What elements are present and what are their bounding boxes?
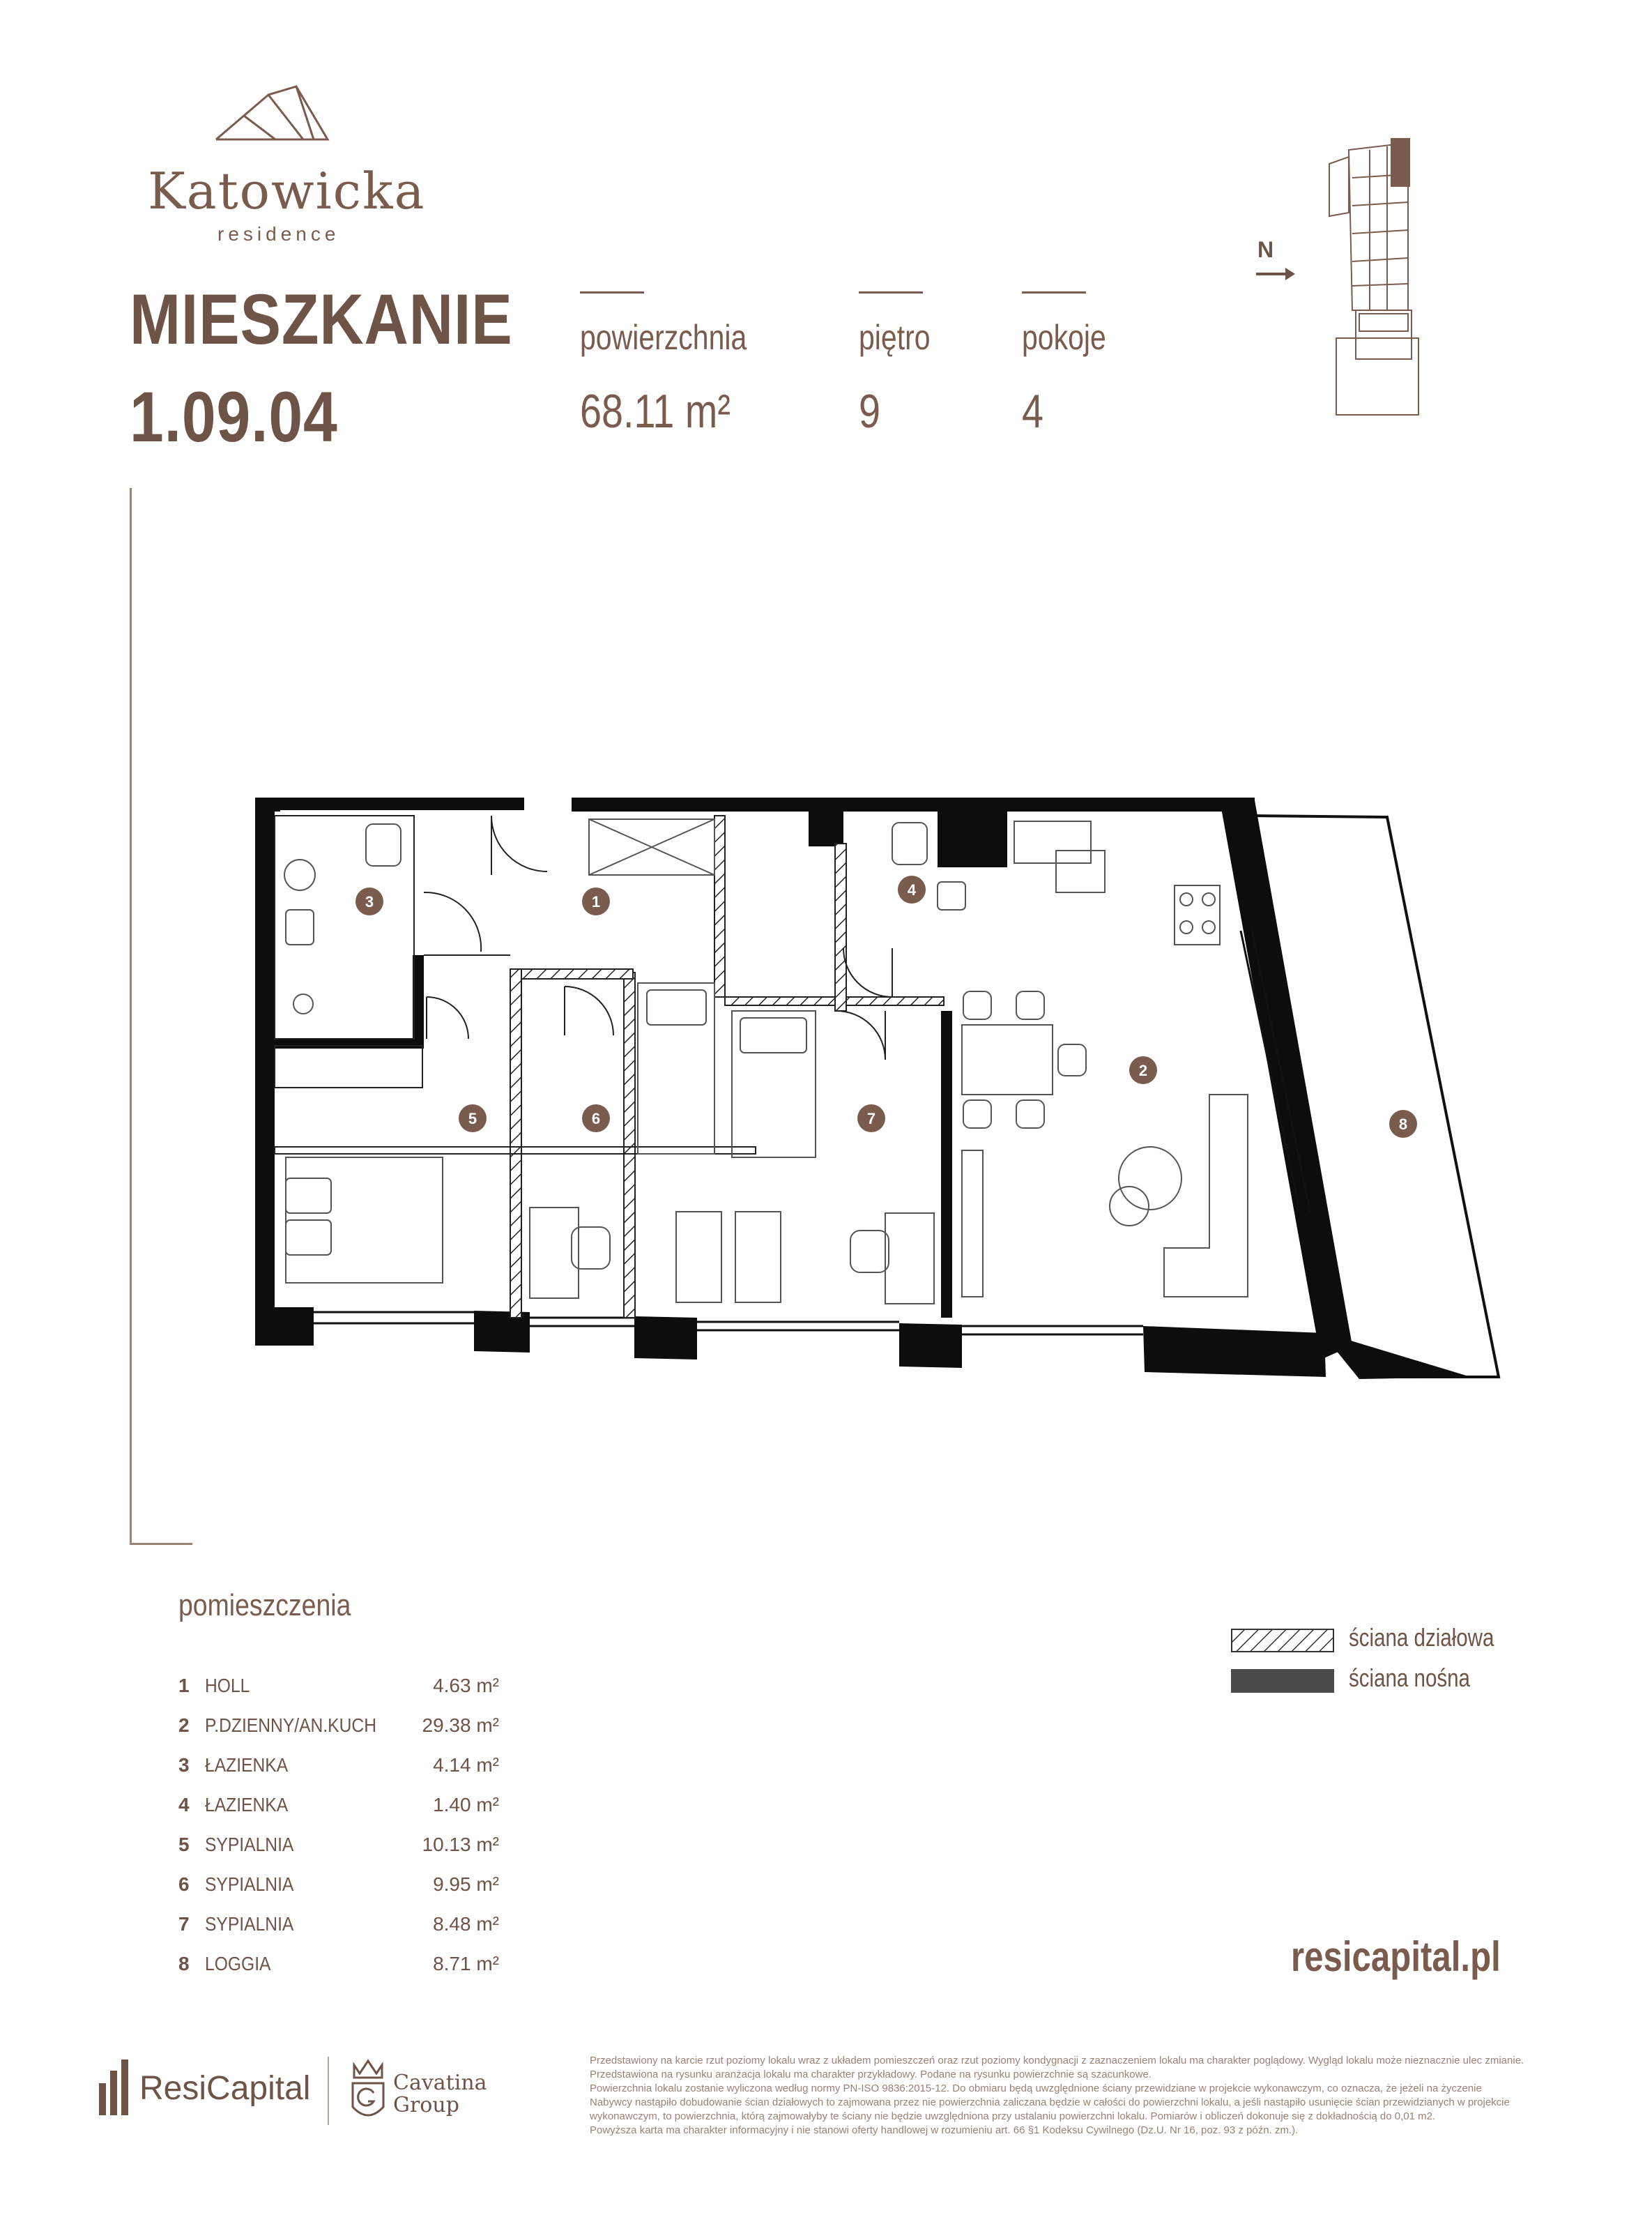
room-name: ŁAZIENKA (205, 1794, 289, 1815)
room-area: 4.14 m² (433, 1754, 499, 1776)
room-number: 6 (178, 1873, 190, 1895)
room-number: 8 (178, 1953, 190, 1974)
stat-floor (859, 291, 946, 439)
room-number: 1 (178, 1675, 190, 1696)
svg-text:4: 4 (907, 881, 917, 899)
room-name: P.DZIENNY/AN.KUCH (205, 1714, 377, 1736)
cavatina-crest-icon (349, 2057, 388, 2126)
room-area: 1.40 m² (433, 1794, 499, 1815)
room-area: 8.71 m² (433, 1953, 499, 1974)
doors (424, 816, 892, 1060)
guide-line-vertical (130, 488, 132, 1544)
resicapital-mark-icon (98, 2055, 137, 2118)
room-area: 9.95 m² (433, 1873, 499, 1895)
room-name: LOGGIA (205, 1953, 271, 1974)
room-marker-5 (459, 1104, 487, 1132)
room-marker-6 (582, 1104, 610, 1132)
north-label: N (1257, 237, 1274, 262)
stat-floor-label: piętro (859, 318, 931, 357)
brand-logo (146, 77, 426, 258)
svg-text:7: 7 (866, 1110, 876, 1127)
room-marker-3 (355, 888, 383, 915)
svg-text:8: 8 (1398, 1116, 1408, 1133)
room-area: 10.13 m² (422, 1834, 499, 1855)
list-item (178, 1834, 499, 1859)
disclaimer-line: Przedstawiona na rysunku aranżacja lokalu ma charakter przykładowy. Podane na rysunku powierzchnie są szacunkowe. (590, 2069, 1152, 2080)
stat-divider (859, 291, 923, 294)
room-number: 2 (178, 1714, 190, 1736)
legend-swatch-solid (1231, 1669, 1334, 1693)
brand-name: Katowicka (148, 162, 426, 220)
svg-text:2: 2 (1138, 1062, 1148, 1079)
page-title: MIESZKANIE (130, 280, 513, 359)
unit-number: 1.09.04 (130, 377, 338, 457)
room-area: 8.48 m² (433, 1913, 499, 1935)
floor-plan (244, 788, 1513, 1394)
room-number: 3 (178, 1754, 190, 1776)
room-name: SYPIALNIA (205, 1913, 294, 1935)
resicapital-logo (98, 2055, 311, 2118)
room-name: ŁAZIENKA (205, 1754, 289, 1776)
legend-swatch-hatched (1231, 1629, 1334, 1652)
stat-divider (580, 291, 644, 294)
room-name: SYPIALNIA (205, 1873, 294, 1895)
list-item (178, 1754, 499, 1779)
north-arrow-icon (1255, 264, 1297, 284)
room-number: 4 (178, 1794, 190, 1815)
list-item (178, 1953, 499, 1978)
room-marker-2 (1129, 1056, 1157, 1084)
cavatina-line2: Group (393, 2093, 459, 2117)
partition-walls (510, 816, 944, 1318)
svg-text:3: 3 (365, 893, 374, 911)
website-link[interactable]: resicapital.pl (1291, 1933, 1501, 1980)
resicapital-logo-text: ResiCapital (139, 2070, 311, 2107)
stat-rooms-label: pokoje (1022, 318, 1106, 357)
guide-line-horizontal (130, 1543, 192, 1545)
stat-rooms (1022, 291, 1124, 439)
disclaimer-line: Powierzchnia lokalu zostanie wyliczona według normy PN-ISO 9836:2015-12. Do obmiaru będą uwzględnione ściany przewidziane w projekcie wykonawczym, co oznacza, że jeżeli na życzenie (590, 2082, 1482, 2094)
room-marker-8 (1389, 1110, 1417, 1138)
room-name: SYPIALNIA (205, 1834, 294, 1855)
stat-area (580, 291, 783, 439)
list-item (178, 1873, 499, 1898)
north-indicator (1255, 237, 1297, 286)
list-item (178, 1714, 499, 1739)
room-number: 5 (178, 1834, 190, 1855)
legend-label-bearing: ściana nośna (1349, 1663, 1470, 1692)
stat-rooms-value: 4 (1022, 385, 1044, 438)
legend-label-partition: ściana działowa (1349, 1623, 1494, 1652)
stat-area-label: powierzchnia (580, 318, 747, 357)
disclaimer (590, 2054, 1652, 2138)
disclaimer-line: Przedstawiony na karcie rzut poziomy lokalu wraz z układem pomieszczeń oraz rzut poziomy kondygnacji z zaznaczeniem lokalu ma charakter poglądowy. Wygląd lokalu może nieznacznie ulec zmianie. (590, 2055, 1524, 2066)
cavatina-logo (349, 2057, 516, 2126)
stat-divider (1022, 291, 1086, 294)
room-marker-4 (898, 876, 926, 904)
windows (314, 927, 1310, 1334)
room-area: 4.63 m² (433, 1675, 499, 1696)
room-area: 29.38 m² (422, 1714, 499, 1736)
room-number: 7 (178, 1913, 190, 1935)
load-bearing-walls (255, 798, 1471, 1379)
disclaimer-line: Powyższa karta ma charakter informacyjny i nie stanowi oferty handlowej w rozumieniu art. 66 §1 Kodeksu Cywilnego (Dz.U. Nr 16, poz. 93 z późn. zm.). (590, 2124, 1299, 2136)
logo-divider (328, 2057, 329, 2125)
brand-subtitle: residence (217, 223, 340, 245)
disclaimer-line: Nabywcy nastąpiło dobudowanie ścian działowych to zajmowana przez nie powierzchnia zaliczana będzie w całości do powierzchni lokalu, a jeśli nastąpiło usunięcie ścian przewidzianych w projekcie (590, 2096, 1510, 2108)
disclaimer-line: wykonawczym, to powierzchnia, którą zajmowałyby te ściany nie będzie uwzględniona przy ustalaniu powierzchni lokalu. Pomiarów i obliczeń dokonuje się z dokładnością do 0,01 m2. (590, 2110, 1436, 2122)
room-name: HOLL (205, 1675, 250, 1696)
svg-text:6: 6 (591, 1110, 601, 1127)
list-item (178, 1794, 499, 1819)
stat-floor-value: 9 (859, 385, 881, 438)
stat-area-value: 68.11 m² (580, 385, 731, 438)
rooms-title: pomieszczenia (178, 1588, 351, 1622)
list-item (178, 1675, 499, 1700)
svg-text:5: 5 (468, 1110, 477, 1127)
room-marker-7 (857, 1104, 885, 1132)
list-item (178, 1913, 499, 1938)
room-marker-1 (582, 888, 610, 915)
svg-text:1: 1 (591, 893, 601, 911)
building-keyplan (1321, 136, 1432, 422)
mountain-logo-icon (146, 77, 411, 146)
cavatina-line1: Cavatina (393, 2071, 487, 2095)
